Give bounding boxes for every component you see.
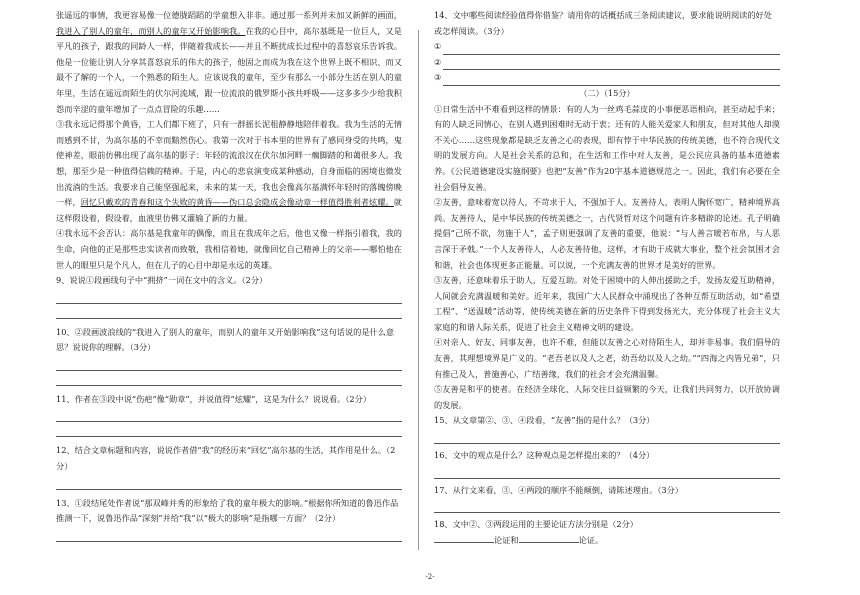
question-14: 14、文中哪些阅读经验值得你借鉴？请用你的话概括成三条阅读建议，要求能说明阅读的好处或怎样阅读。（3分）: [434, 10, 772, 36]
option-marker: ③: [434, 72, 442, 83]
option-marker: ②: [434, 56, 442, 67]
blank-label-1: 论证和: [494, 534, 519, 545]
paragraph-1: [56, 8, 402, 117]
article-paragraph-2: ②友善，意味着宽以待人，不苛求于人，不强加于人。友善待人，表明人胸怀宽广，精神境界高尚。友善待人，是中华民族的传统美德之一，古代贤哲对这个问题有许多精辟的论述。孔子明确提倡“己所不欲，勿施于人”，孟子则更强调了友善的重要，他说：“与人善言暖若布帛，与人恶言深于矛戟。”一个人友善待人，人必友善待他，这样，才有助于成就大事业，整个社会氛围才会和谐，社会也体现更多正能量。可以说，一个充满友善的世界才是美好的世界。: [434, 197, 780, 270]
option-marker: ①: [434, 41, 442, 52]
underlined-sentence: 我进入了别人的童年，而别人的童年又开始影响我。: [56, 25, 246, 36]
question-15: 15、从文章第②、③、④段看，“友善”指的是什么？（3分）: [434, 415, 655, 426]
answer-line[interactable]: [434, 429, 780, 444]
blank-label-2: 论证。: [578, 534, 604, 545]
question-16: 16、文中的观点是什么？这种观点是怎样提出来的？（4分）: [434, 450, 655, 461]
question-18-blanks: [434, 533, 780, 549]
paragraph-1-start: 张遥远的事情，我更容易像一位德胧蹈蹈的学童想入非非。通过那一系列并未加又新鲜的画面，: [56, 10, 402, 20]
page-number: -2-: [425, 573, 435, 581]
article-paragraph-4: ④对亲人、好友、同事友善，也许不难，但能以友善之心对待陌生人，却并非易事。我们倡导的友善，其理想境界是广义的。“老吾老以及人之老，幼吾幼以及人之幼。”“四海之内皆兄弟”，只有推己及人，普施善心，广结善缘，我们的社会才会充满温馨。: [434, 337, 780, 379]
question-10: 10、②段画波浪线的“我进入了别人的童年，而别人的童年又开始影响我”这句话说的是什么意思？说说你的理解。（3分）: [56, 326, 395, 353]
question-9: 9、说说①段画线句子中“拥挤”一词在文中的含义。（2分）: [56, 275, 268, 286]
paragraph-4: ④我永远不会否认：高尔基是我童年的偶像，而且在我成年之后，他也又像一样指引着我，我的生命，向他的正是那些忠实读者而致敬，我相信着她，就像回忆自己精神上的父亲——哪怕他在世人的眼里只是个凡人，但在儿子的心目中却是永远的英雄。: [56, 228, 402, 270]
answer-option[interactable]: [434, 70, 780, 86]
question-17: 17、从行文来看，③、④两段的顺序不能颠倒，请陈述理由。（3分）: [434, 484, 683, 495]
answer-line[interactable]: [56, 356, 402, 371]
answer-line[interactable]: [434, 498, 780, 513]
question-13: 13、①段结尾处作者说“那双峰并秀的形象给了我的童年极大的影响。”根据你所知道的鲁迅作品推测一下，说鲁迅作品“深刻”并给“我”以“极大的影响”是指哪一方面？（2分）: [56, 497, 399, 524]
right-column: [434, 8, 780, 565]
answer-line[interactable]: [434, 464, 780, 479]
answer-line[interactable]: [56, 289, 402, 304]
left-column: [56, 8, 402, 565]
answer-line[interactable]: [56, 527, 402, 542]
answer-line[interactable]: [56, 422, 402, 437]
section-heading: （二）（15分）: [579, 87, 635, 98]
article-paragraph-1: ①日常生活中不难看到这样的情景：有的人为一丝鸡毛蒜皮的小事便恶语相向，甚至动起手来；有的人缺乏同情心，在别人遇到困难时无动于衷；还有的人能关爱家人和朋友，但对其他人却漠不关心……这些现象都是缺乏友善之心的表现，即有悖于中华民族的传统美德，也不符合现代文明的发展方向。人是社会关系的总和，在生活和工作中对人友善，是公民应具备的基本道德素养。《公民道德建设实施纲要》也把“友善”作为20字基本道德规范之一。因此，我们有必要在全社会倡导友善。: [434, 103, 780, 192]
paragraph-3-end: 就这样假设着，假设着，血液里仿佛又灌输了新的力量。: [56, 197, 402, 223]
question-11: 11、作者在③段中说“伤疤”像“勋章”，并说值得“炫耀”，这是为什么？说说看。（2分）: [56, 393, 372, 404]
answer-line[interactable]: [56, 371, 402, 386]
question-12: 12、结合文章标题和内容，说说作者借“我”的经历来“回忆”高尔基的生活，其作用是什么。（2分）: [56, 445, 396, 472]
paragraph-3-text: ③我永远记得那个黄昏，工人们都下班了，只有一群摇长泥租静静地陪伴着我。我为生活的无情而感到不甘，为高尔基的不幸而黯然伤心。我第一次对于书本里的世界有了感同身受的共鸣，鬼使神差，眼前仿佛出现了高尔基的影子：年轻的流浪汉在伏尔加河畔一瘸脚踏的和蔼很多人。我想，那至少是一种值得信赖的精神。于是，内心的悲哀演变成某种感动，自身面临的困境也微发出流淌的生活。我要求自己能坚强起来，未来的某一天，我也会像高尔基满怀年轻时的落魄傍晚一样，: [56, 119, 402, 208]
article-paragraph-3: ③友善，还意味着乐于助人，互爱互助。对处于困境中的人伸出援助之手，发扬友爱互助精神，人间就会充满温暖和美好。近年来，我国广大人民群众中涌现出了各种互帮互助活动，如“希望工程”、“送温暖”活动等，使传统美德在新的历史条件下得到发扬光大，充分体现了社会主义大家庭的和谐人际关系，促进了社会主义精神文明的建设。: [434, 275, 780, 332]
column-divider: [418, 30, 419, 550]
blank-2[interactable]: [519, 533, 579, 543]
answer-line[interactable]: [56, 407, 402, 422]
article-paragraph-5: ⑤友善是和平的使者。在经济全球化、人际交往日益频繁的今天，让我们共同努力，以开放协调的发展。: [434, 384, 780, 410]
paragraph-1-rest: 在我的心目中，高尔基既是一位巨人，又是平凡的孩子，跟我的同龄人一样，伴随着我成长——并且不断扰成长过程中的喜怒哀乐告诉我。他是一位能让别人分享其喜怒哀乐的伟大的孩子，他固之而成为我在这个世界上既不相识、而又最不了解的一个人，一个熟悉的陌生人。应该说我的童年，至少有那么一小部分生活在别人的童年里，生活在遥远而陌生的伏尔河流域，跟一位流浪的俄罗斯小孩共呼吸——这多多少少给我积怨而辛涩的童年增加了一点点冒险的乐趣……: [56, 25, 402, 114]
answer-option[interactable]: [434, 55, 780, 71]
answer-line[interactable]: [56, 304, 402, 319]
answer-option[interactable]: [434, 39, 780, 55]
answer-line[interactable]: [56, 475, 402, 490]
blank-1[interactable]: [434, 533, 494, 543]
wavy-underlined-sentence: 回忆只戴欢的青春和这个失败的黄昏——伪口总会隐成会像动章一样值得胜利者炫耀。: [80, 197, 394, 208]
question-18: 18、文中②、③两段运用的主要论证方法分别是（2分）: [434, 519, 638, 530]
paragraph-3: [56, 117, 402, 226]
